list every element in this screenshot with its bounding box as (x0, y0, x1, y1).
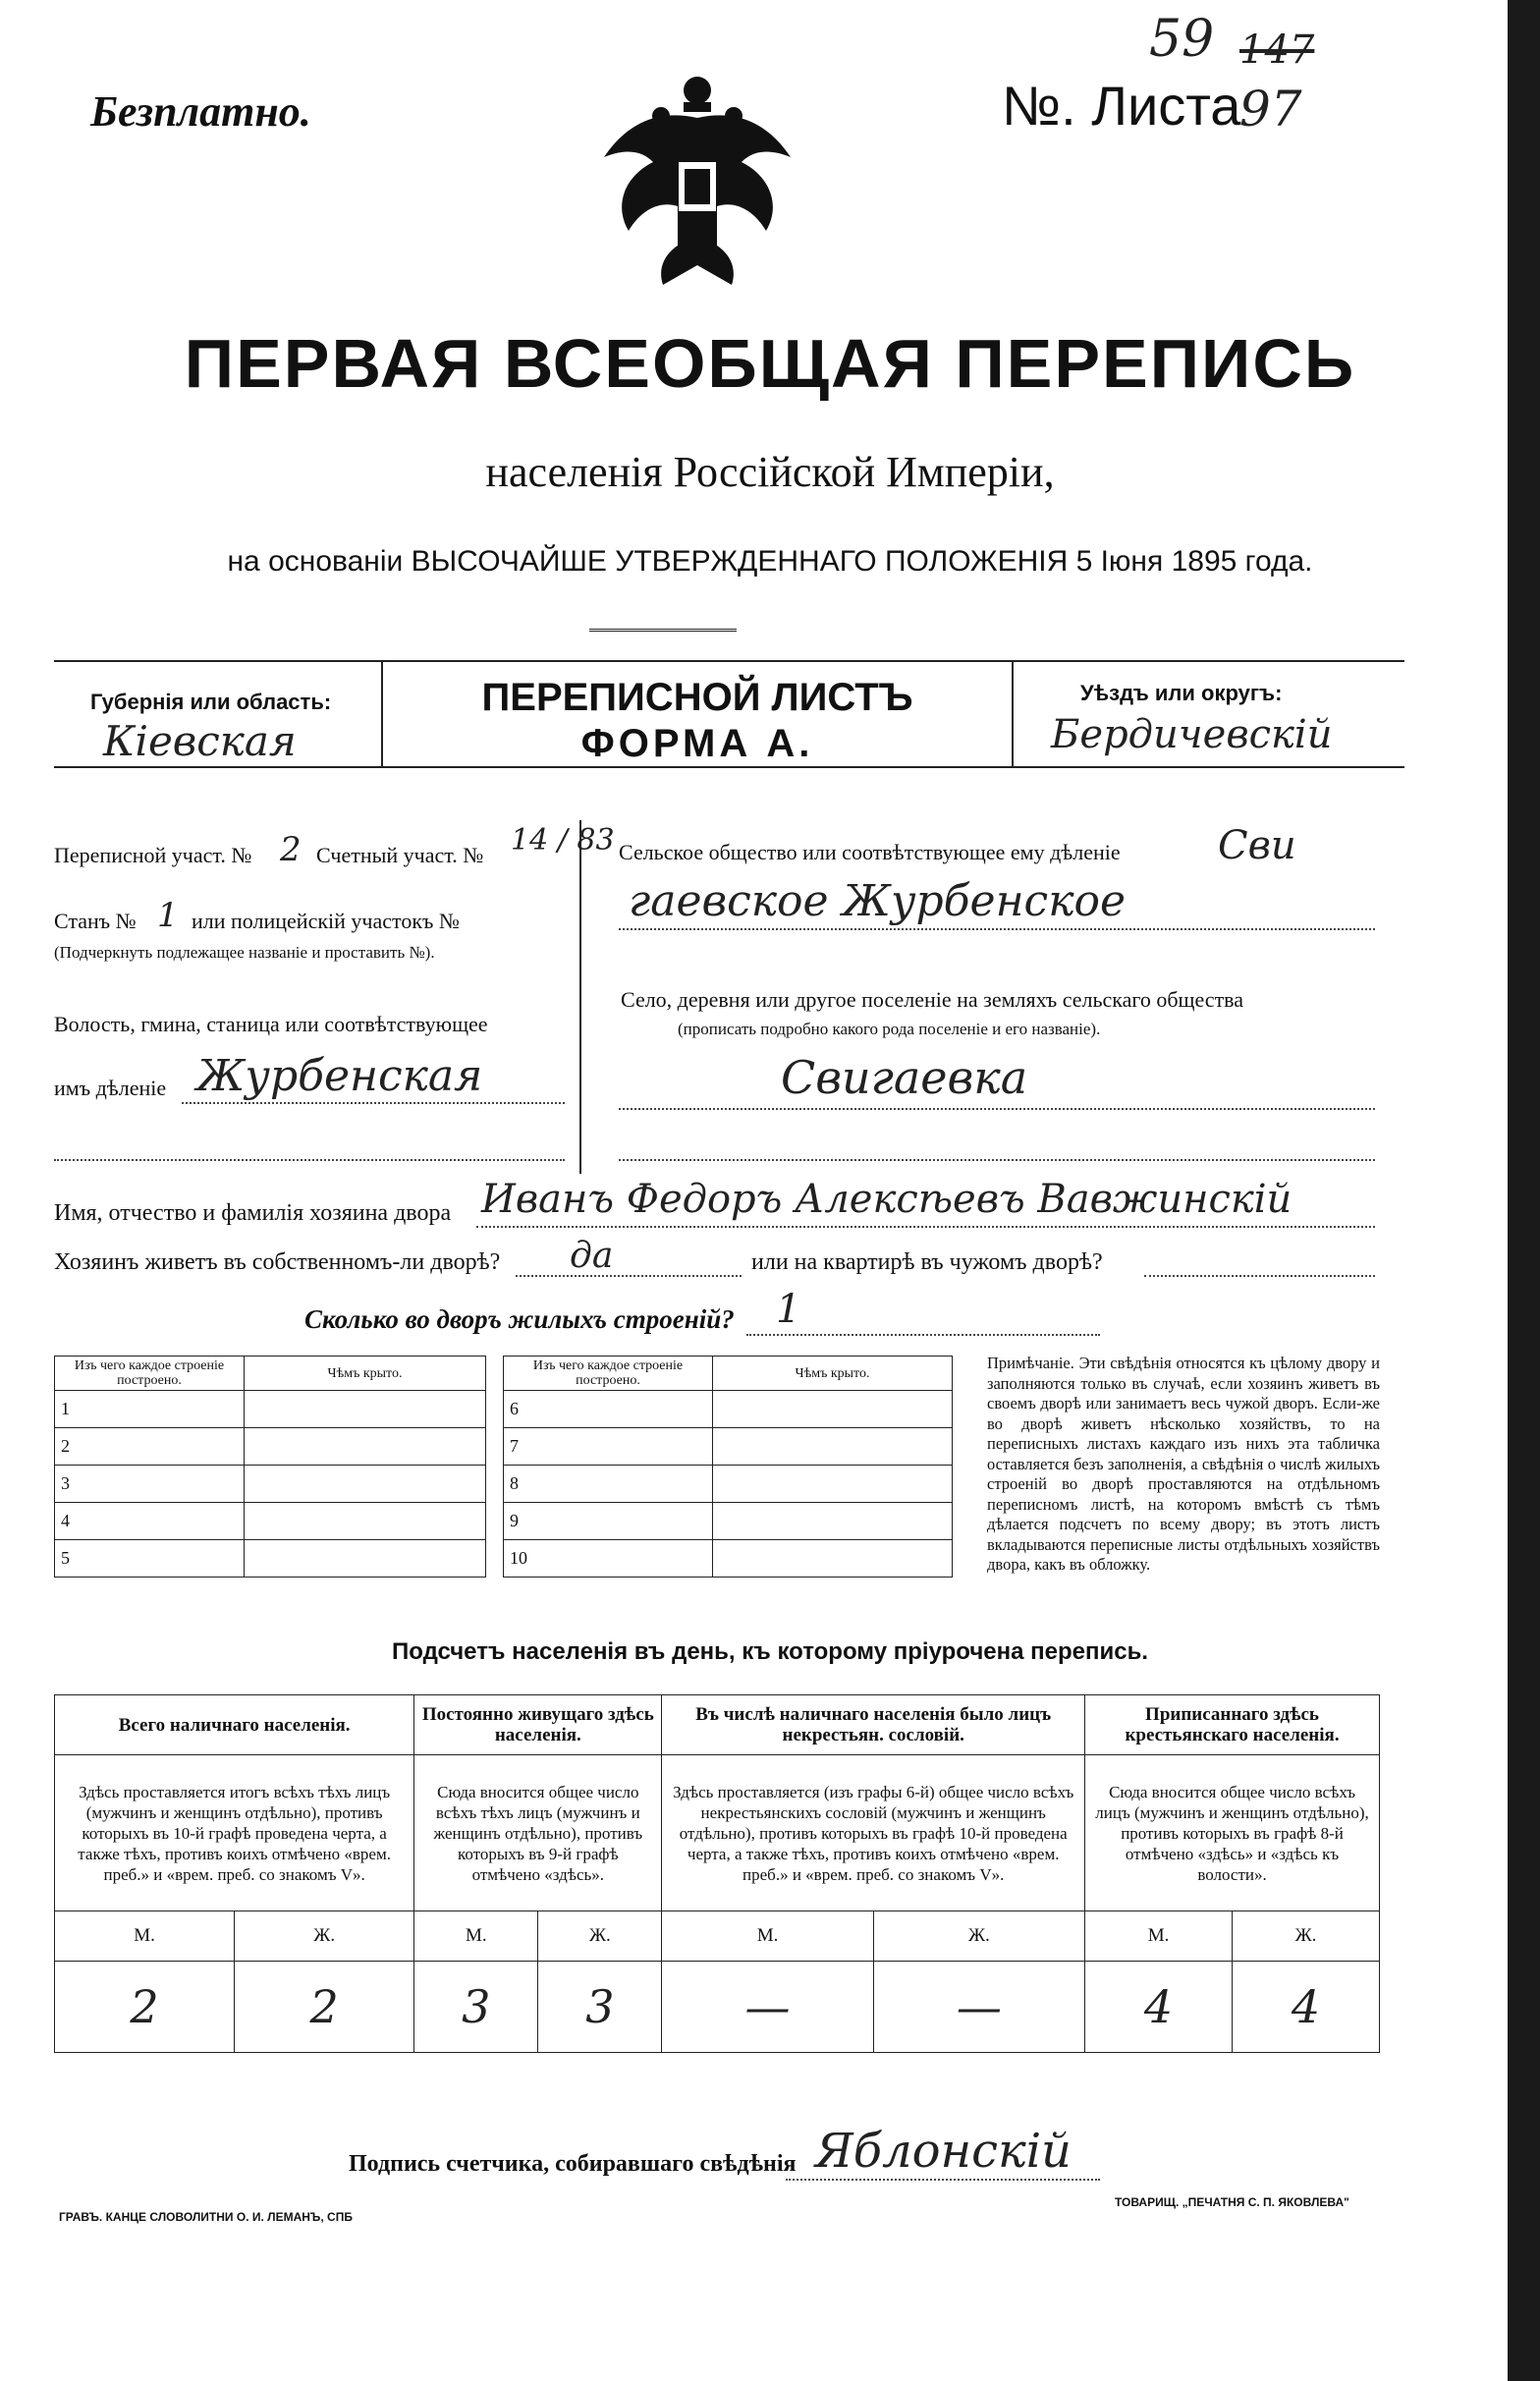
table-row (55, 1466, 486, 1503)
f-label: Ж. (538, 1911, 662, 1962)
note-underline: (Подчеркнуть подлежащее названіе и проставить №). (54, 943, 435, 962)
population-table (54, 1694, 1380, 2053)
rent-label: или на квартирѣ въ чужомъ дворѣ? (751, 1249, 1103, 1275)
signature-label: Подпись счетчика, собиравшаго свѣдѣнія (349, 2151, 797, 2177)
society-value-1: Сви (1218, 823, 1296, 868)
row-number: 7 (504, 1428, 713, 1466)
sheet-number-label: №. Листа (1002, 75, 1241, 137)
total-male-value: 2 (55, 1962, 235, 2053)
village-note: (прописать подробно какого рода поселеніе и его названіе). (678, 1020, 1101, 1038)
col-total-title: Всего наличнаго населенія. (55, 1695, 414, 1755)
col-non-peasant-title: Въ числѣ наличнаго населенія было лицъ некрестьян. сословій. (662, 1695, 1085, 1755)
non-peasant-female-value: — (873, 1962, 1084, 2053)
row-number: 1 (55, 1391, 245, 1428)
archive-number: 59 (1149, 10, 1215, 69)
volost-value: Журбенская (196, 1051, 483, 1101)
resident-female-value: 3 (538, 1962, 662, 2053)
footer-right: ТОВАРИЩ. „ПЕЧАТНЯ С. П. ЯКОВЛЕВА" (1115, 2195, 1349, 2209)
uchastok-value: 2 (280, 830, 302, 869)
society-label: Сельское общество или соотвѣтствующее ему дѣленіе (619, 840, 1121, 864)
row-number: 2 (55, 1428, 245, 1466)
row-number: 3 (55, 1466, 245, 1503)
village-value: Свигаевка (781, 1051, 1028, 1104)
table-header-material: Изъ чего каждое строеніе построено. (55, 1357, 245, 1391)
footer-left: ГРАВЪ. КАНЦЕ СЛОВОЛИТНИ О. И. ЛЕМАНЪ, СПБ (59, 2210, 353, 2224)
col-non-peasant-desc: Здѣсь проставляется (изъ графы 6-й) общее число всѣхъ некрестьянскихъ сословій (мужчинъ и женщинъ отдѣльно), противъ которыхъ въ графѣ 10-й проведена черта, а также тѣхъ, противъ коихъ отмѣчено «врем. преб.» и «врем. преб. со знакомъ V». (662, 1755, 1085, 1911)
table-header-roof: Чѣмъ крыто. (245, 1357, 486, 1391)
table-row (55, 1540, 486, 1578)
subtitle: населенія Россійской Имперіи, (485, 448, 1055, 496)
table-row (504, 1466, 953, 1503)
table-row (504, 1540, 953, 1578)
table-row (55, 1391, 486, 1428)
table-row (504, 1391, 953, 1428)
table-row (55, 1428, 486, 1466)
stan-value: 1 (157, 896, 179, 935)
remark-note: Примѣчаніе. Эти свѣдѣнія относятся къ цѣлому двору и заполняются только въ случаѣ, если хозяинъ живетъ въ своемъ дворѣ или занимаетъ весь чужой дворъ. Если-же во дворѣ живетъ нѣсколько хозяйствъ, то на переписныхъ листахъ каждаго изъ нихъ эта табличка оставляется безъ заполненія, а свѣдѣнія о числѣ жилыхъ строеній во дворѣ проставляются на отдѣльномъ переписномъ листѣ, на которомъ вмѣстѣ съ тѣмъ дѣлается подсчетъ по всему двору; въ этотъ листъ вкладываются переписные листы отдѣльныхъ хозяйствъ двора, какъ въ обложку. (987, 1354, 1380, 1574)
m-label: М. (55, 1911, 235, 1962)
f-label: Ж. (1233, 1911, 1380, 1962)
uezd-label: Уѣздъ или округъ: (1080, 681, 1283, 705)
total-female-value: 2 (235, 1962, 414, 2053)
ornament-divider (589, 629, 737, 632)
archive-number-alt: 147 (1239, 28, 1315, 73)
schet-value: 14 / 83 (511, 823, 615, 858)
owner-lives-value: да (570, 1236, 614, 1276)
form-title: ФОРМА А. (580, 722, 814, 765)
resident-male-value: 3 (414, 1962, 538, 2053)
owner-name-label: Имя, отчество и фамилія хозяина двора (54, 1200, 452, 1226)
table-row (504, 1428, 953, 1466)
society-value-2: гаевское Журбенское (629, 876, 1126, 926)
col-resident-title: Постоянно живущаго здѣсь населенія. (414, 1695, 662, 1755)
buildings-table-right (503, 1356, 953, 1578)
page-edge (1508, 0, 1540, 2381)
gubernia-label: Губернія или область: (90, 690, 332, 714)
village-label: Село, деревня или другое поселеніе на земляхъ сельскаго общества (621, 987, 1244, 1012)
peasant-male-value: 4 (1085, 1962, 1233, 2053)
sheet-number-value: 97 (1239, 81, 1302, 138)
table-header-material: Изъ чего каждое строеніе построено. (504, 1357, 713, 1391)
row-number: 6 (504, 1391, 713, 1428)
free-label: Безплатно. (90, 87, 311, 136)
row-number: 4 (55, 1503, 245, 1540)
buildings-value: 1 (776, 1287, 801, 1332)
col-peasant-desc: Сюда вносится общее число всѣхъ лицъ (мужчинъ и женщинъ отдѣльно), противъ которыхъ въ графѣ 8-й отмѣчено «здѣсь» и «здѣсь къ волости». (1085, 1755, 1380, 1911)
volost-label: Волость, гмина, станица или соотвѣтствующее (54, 1012, 488, 1036)
row-number: 5 (55, 1540, 245, 1578)
police-label: или полицейскій участокъ № (192, 909, 460, 933)
row-number: 9 (504, 1503, 713, 1540)
row-number: 10 (504, 1540, 713, 1578)
main-title: ПЕРВАЯ ВСЕОБЩАЯ ПЕРЕПИСЬ (184, 325, 1356, 402)
table-row (504, 1503, 953, 1540)
buildings-table-left (54, 1356, 486, 1578)
buildings-label: Сколько во дворъ жилыхъ строеній? (304, 1304, 735, 1334)
owner-name-value: Иванъ Федоръ Алексѣевъ Вавжинскій (481, 1177, 1292, 1222)
sheet-title: ПЕРЕПИСНОЙ ЛИСТЪ (481, 676, 913, 719)
m-label: М. (662, 1911, 873, 1962)
col-total-desc: Здѣсь проставляется итогъ всѣхъ тѣхъ лицъ (мужчинъ и женщинъ отдѣльно), противъ которыхъ въ 10-й графѣ проведена черта, а также тѣхъ, противъ коихъ отмѣчено «врем. преб.» и «врем. преб. со знакомъ V». (55, 1755, 414, 1911)
col-peasant-title: Приписаннаго здѣсь крестьянскаго населенія. (1085, 1695, 1380, 1755)
f-label: Ж. (873, 1911, 1084, 1962)
row-number: 8 (504, 1466, 713, 1503)
col-resident-desc: Сюда вносится общее число всѣхъ тѣхъ лицъ (мужчинъ и женщинъ отдѣльно), противъ которыхъ въ 9-й графѣ отмѣчено «здѣсь». (414, 1755, 662, 1911)
m-label: М. (414, 1911, 538, 1962)
uezd-value: Бердичевскій (1051, 712, 1333, 757)
table-header-roof: Чѣмъ крыто. (713, 1357, 953, 1391)
f-label: Ж. (235, 1911, 414, 1962)
non-peasant-male-value: — (662, 1962, 873, 2053)
table-row (55, 1503, 486, 1540)
signature-value: Яблонскій (815, 2124, 1072, 2179)
stan-label: Станъ № (54, 909, 137, 933)
gubernia-value: Кіевская (103, 717, 297, 765)
double-headed-eagle-emblem (584, 69, 810, 295)
peasant-female-value: 4 (1233, 1962, 1380, 2053)
basis-line: на основаніи ВЫСОЧАЙШЕ УТВЕРЖДЕННАГО ПОЛОЖЕНІЯ 5 Іюня 1895 года. (227, 545, 1313, 578)
owner-lives-label: Хозяинъ живетъ въ собственномъ-ли дворѣ? (54, 1249, 501, 1275)
schet-label: Счетный участ. № (316, 843, 484, 867)
volost-label-2: имъ дѣленіе (54, 1076, 167, 1100)
population-heading: Подсчетъ населенія въ день, къ которому пріурочена перепись. (392, 1638, 1148, 1665)
uchastok-label: Переписной участ. № (54, 843, 252, 867)
m-label: М. (1085, 1911, 1233, 1962)
